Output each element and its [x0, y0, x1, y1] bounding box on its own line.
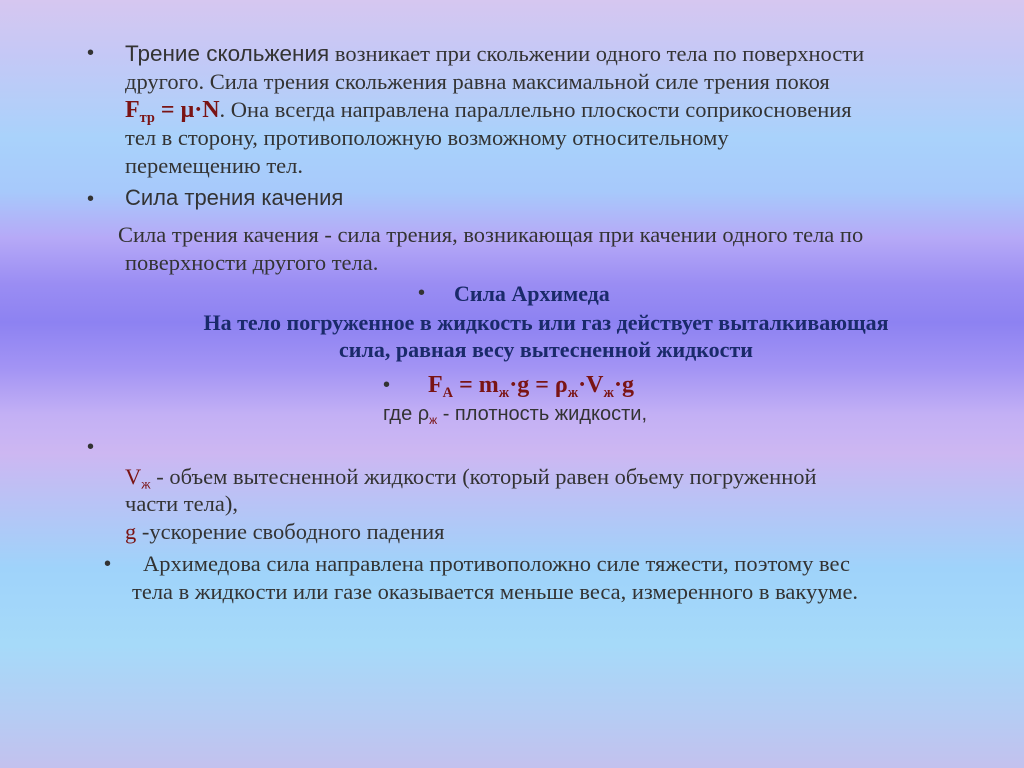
archimedes-line1: На тело погруженное в жидкость или газ действует выталкивающая: [203, 310, 889, 335]
p6-line1: Архимедова сила направлена противоположно силе тяжести, поэтому вес: [143, 551, 851, 576]
bullet: •: [383, 374, 391, 396]
bullet: •: [87, 188, 95, 210]
p1-line3: $F_{тр} = \mu\cdot N$. Она всегда направлена параллельно плоскости соприкосновения: [125, 97, 852, 127]
p1-line2: другого. Сила трения скольжения равна максимальной силе трения покоя: [125, 69, 830, 94]
bullet: •: [104, 553, 112, 575]
volume-definition-line1: $V_ж$ - объем вытесненной жидкости (который равен объему погруженной: [125, 464, 817, 492]
p2-line1: Сила трения качения - сила трения, возникающая при качении одного тела по: [118, 222, 864, 247]
archimedes-formula: $F_A = m_ж\cdot g = \rho_ж\cdot V_ж\cdot g$: [428, 372, 634, 402]
archimedes-heading: Сила Архимеда: [454, 281, 610, 306]
volume-definition-line2: части тела),: [125, 491, 238, 516]
friction-formula: $F_{тр} = \mu\cdot N$: [125, 97, 220, 127]
archimedes-line2: сила, равная весу вытесненной жидкости: [339, 337, 753, 362]
p1-line4: тел в сторону, противоположную возможному относительному: [125, 125, 729, 150]
bullet: •: [87, 436, 95, 458]
p1-line1: Трение скольжения возникает при скольжении одного тела по поверхности: [125, 41, 865, 66]
density-definition: где $\rho_ж$ - плотность жидкости,: [383, 403, 648, 428]
bullet: •: [87, 42, 95, 64]
term-sliding-friction: Трение скольжения: [125, 41, 330, 66]
p6-line2: тела в жидкости или газе оказывается меньше веса, измеренного в вакууме.: [132, 579, 859, 604]
p1-line5: перемещению тел.: [125, 153, 303, 178]
bullet: •: [418, 282, 426, 304]
gravity-definition: g -ускорение свободного падения: [125, 519, 445, 544]
rolling-friction-heading: Сила трения качения: [125, 185, 344, 210]
p2-line2: поверхности другого тела.: [125, 250, 379, 275]
